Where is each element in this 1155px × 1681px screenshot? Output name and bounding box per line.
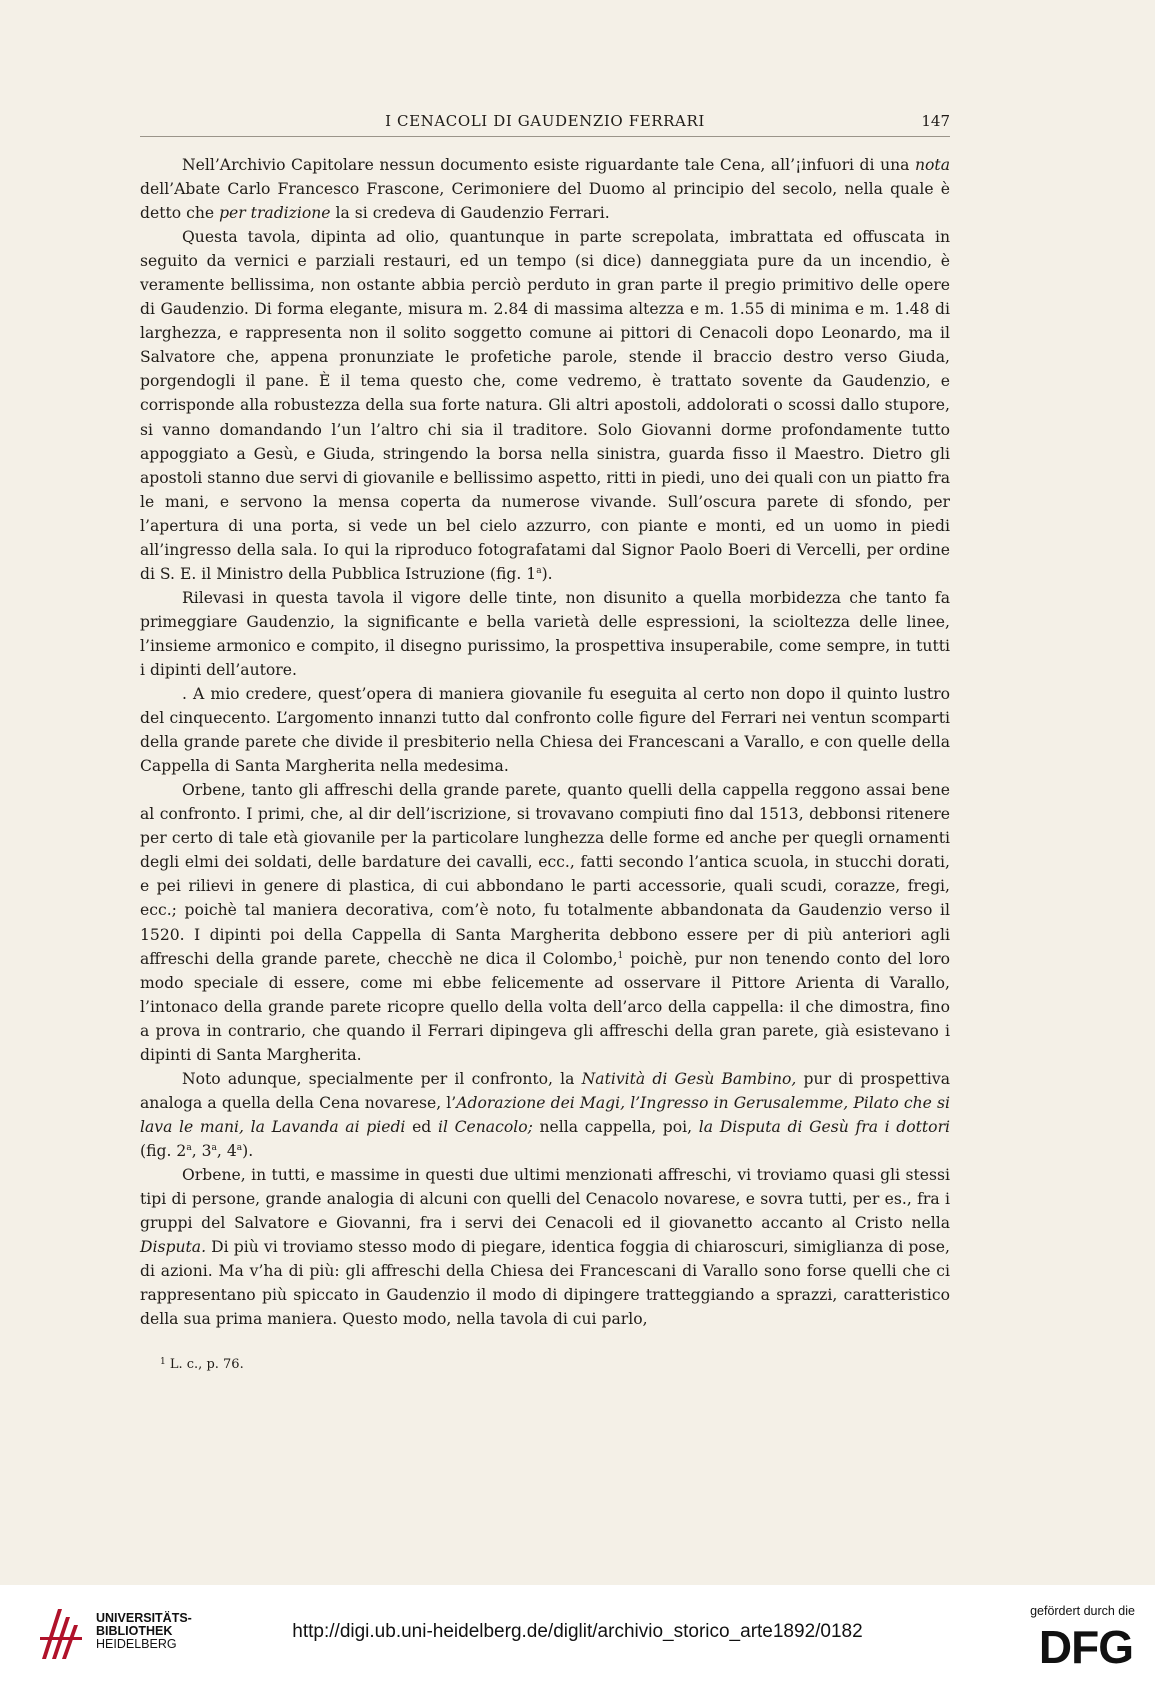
running-title: I CENACOLI DI GAUDENZIO FERRARI: [385, 112, 705, 130]
text-run: ed: [405, 1117, 438, 1136]
text-run: . A mio credere, quest’opera di maniera giovanile fu eseguita al certo non dopo il quinto lustro del cinquecento. L’argomento innanzi tutto dal confronto colle figure del Ferrari nei ventun scomparti della grande parete che divide il presbiterio nella Chiesa dei Francescani a Varallo, e con quelle della Cappella di Santa Margherita nella medesima.: [140, 685, 950, 776]
body-text: [140, 153, 950, 1331]
paragraph: [140, 1067, 950, 1163]
page-header: [140, 106, 950, 137]
superscript: a: [536, 565, 542, 576]
text-run: Orbene, tanto gli affreschi della grande parete, quanto quelli della cappella reggono assai bene al confronto. I primi, che, al dir dell’iscrizione, si trovavano compiuti fino dal 1513, debbonsi ritenere per certo di tale età giovanile per la particolare lunghezza delle forme ed anche per quegli ornamenti degli elmi dei soldati, delle bardature dei cavalli, ecc., fatti secondo l’antica scuola, in stucchi dorati, e pei rilievi in genere di plastica, di cui abbondano le parti accessorie, quali scudi, corazze, fregi, ecc.; poichè tal maniera decorativa, com’è noto, fu totalmente abbandonata da Gaudenzio verso il 1520. I dipinti poi della Cappella di Santa Margherita debbono essere per di più anteriori agli affreschi della grande parete, checchè ne dica il Colombo,: [140, 781, 950, 968]
italic-text: la Disputa di Gesù fra i dottori: [698, 1117, 951, 1136]
paragraph: [140, 225, 950, 586]
footnote: [160, 1357, 244, 1372]
superscript: a: [186, 1142, 192, 1153]
text-run: Di più vi troviamo stesso modo di piegare, identica foggia di chiaroscuri, simiglianza di pose, di azioni. Ma v’ha di più: gli affreschi della Chiesa dei Francescani di Varallo sono forse quelli che ci rappresentano più spiccato in Gaudenzio il modo di dipingere tratteggiando a sprazzi, caratteristico della sua prima maniera. Questo modo, nella tavola di cui parlo,: [140, 1238, 950, 1329]
superscript: 1: [617, 950, 624, 961]
footnote-text: L. c., p. 76.: [165, 1357, 244, 1372]
paragraph: [140, 153, 950, 225]
text-run: pur di prospettiva analoga a quella della Cena novarese, l’: [140, 1069, 951, 1112]
text-run: ).: [242, 1141, 254, 1160]
italic-text: Natività di Gesù Bambino,: [581, 1069, 797, 1088]
library-name-line: UNIVERSITÄTS-: [96, 1611, 192, 1625]
text-run: , 3: [191, 1141, 212, 1160]
text-run: , 4: [216, 1141, 237, 1160]
italic-text: Disputa.: [140, 1238, 207, 1257]
italic-text: nota: [915, 156, 950, 174]
funding-note: gefördert durch die: [1030, 1604, 1135, 1618]
text-run: nella cappella, poi,: [532, 1117, 699, 1136]
text-run: dell’Abate Carlo Francesco Frascone, Cerimoniere del Duomo al principio del secolo, nella quale è detto che: [140, 180, 950, 223]
library-name-line: HEIDELBERG: [96, 1637, 177, 1651]
superscript: a: [236, 1142, 243, 1153]
text-run: Nell’Archivio Capitolare nessun documento esiste riguardante tale Cena, all’¡infuori di una: [182, 156, 915, 174]
italic-text: il Cenacolo;: [437, 1117, 533, 1136]
library-name-line: BIBLIOTHEK: [96, 1624, 173, 1638]
text-run: ).: [541, 564, 553, 583]
italic-text: per tradizione: [219, 204, 331, 223]
text-run: (fig. 2: [140, 1141, 187, 1160]
paragraph: [140, 778, 950, 1067]
italic-text: Adorazione dei Magi, l’Ingresso in Gerusalemme, Pilato che si lava le mani, la Lavanda ai piedi: [140, 1093, 950, 1136]
paragraph: [140, 586, 950, 682]
page-number: 147: [921, 112, 950, 130]
text-run: Rilevasi in questa tavola il vigore delle tinte, non disunito a quella morbidezza che tanto fa primeggiare Gaudenzio, la significante e bella varietà delle espressioni, la scioltezza delle linee, l’insieme armonico e compito, il disegno purissimo, la prospettiva insuperabile, come sempre, in tutti i dipinti dell’autore.: [140, 588, 950, 679]
text-run: Questa tavola, dipinta ad olio, quantunque in parte screpolata, imbrattata ed offuscata in seguito da vernici e parziali restauri, ed un tempo (si dice) danneggiata pure da un incendio, è veramente bellissima, non ostante abbia perciò perduto in gran parte il pregio primitivo delle opere di Gaudenzio. Di forma elegante, misura m. 2.84 di massima altezza e m. 1.55 di minima e m. 1.48 di larghezza, e rappresenta non il solito soggetto comune ai pittori di Cenacoli dopo Leonardo, ma il Salvatore che, appena pronunziate le profetiche parole, stende il braccio destro verso Giuda, porgendogli il pane. È il tema questo che, come vedremo, è trattato sovente da Gaudenzio, e corrisponde alla robustezza della sua forte natura. Gli altri apostoli, addolorati o scossi dallo stupore, si vanno domandando l’un l’altro chi sia il traditore. Solo Giovanni dorme profondamente tutto appoggiato a Gesù, e Giuda, stringendo la borsa nella sinistra, guarda fisso il Maestro. Dietro gli apostoli stanno due servi di giovanile e bellissimo aspetto, ritti in piedi, uno dei quali con un piatto fra le mani, e servono la mensa coperta da numerose vivande. Sull’oscura parete di sfondo, per l’apertura di una porta, si vede un bel cielo azzurro, con piante e monti, ed un uomo in piedi all’ingresso della sala. Io qui la riproduco fotografatami dal Signor Paolo Boeri di Vercelli, per ordine di S. E. il Ministro della Pubblica Istruzione (fig. 1: [140, 228, 950, 583]
dfg-logo: DFG: [1038, 1621, 1133, 1673]
paragraph: [140, 1163, 950, 1331]
text-run: poichè, pur non tenendo conto del loro modo speciale di essere, come mi ebbe felicemente ad osservare il Pittore Arienta di Varallo, l’intonaco della grande parete ricopre quello della volta dell’arco della cappella: il che dimostra, fino a prova in contrario, che quando il Ferrari dipingeva gli affreschi della gran parete, già esistevano i dipinti di Santa Margherita.: [140, 949, 950, 1064]
text-run: Noto adunque, specialmente per il confronto, la: [182, 1069, 582, 1088]
text-run: Orbene, in tutti, e massime in questi due ultimi menzionati affreschi, vi troviamo quasi gli stessi tipi di persone, grande analogia di alcuni con quelli del Cenacolo novarese, e sovra tutti, per es., fra i gruppi del Salvatore e Giovanni, fra i servi dei Cenacoli ed il giovanetto accanto al Cristo nella: [140, 1165, 950, 1233]
text-run: la si credeva di Gaudenzio Ferrari.: [330, 204, 610, 223]
permalink-url[interactable]: http://digi.ub.uni-heidelberg.de/diglit/archivio_storico_arte1892/0182: [292, 1621, 863, 1642]
paragraph: [140, 682, 950, 778]
superscript: a: [211, 1142, 217, 1153]
footnote-marker: 1: [160, 1357, 166, 1367]
